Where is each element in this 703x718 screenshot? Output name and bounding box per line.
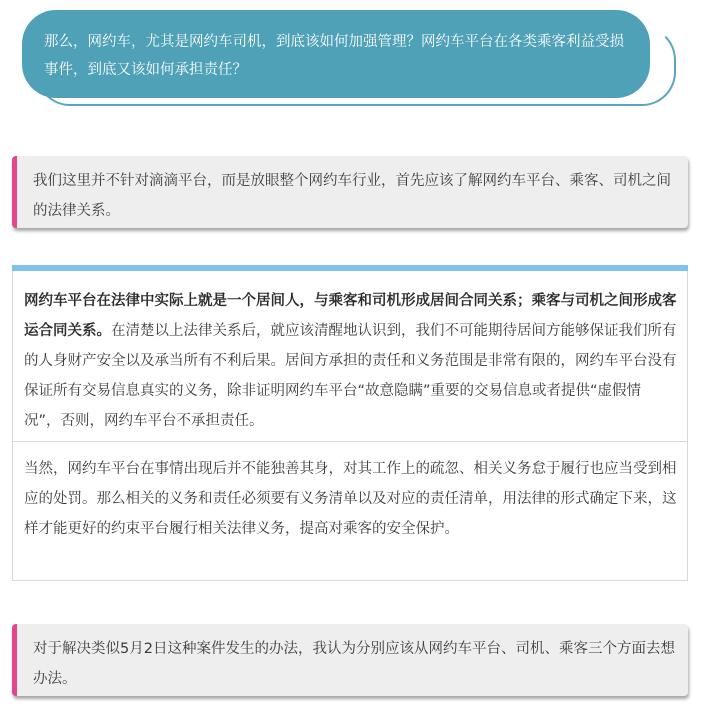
card-accent-bar (12, 265, 688, 271)
card-paragraph-1-bold: 网约车平台在法律中实际上就是一个居间人，与乘客和司机形成居间合同关系；乘客与司机之间形成客运合同关系。 (24, 293, 677, 339)
intro-callout-text: 那么，网约车，尤其是网约车司机，到底该如何加强管理？网约车平台在各类乘客利益受损事件，到底又该如何承担责任？ (44, 34, 624, 78)
intro-callout-bubble (22, 10, 650, 98)
intro-callout (22, 10, 678, 108)
quote-box-legal-relations (12, 156, 688, 228)
quote-box-text: 对于解决类似5月2日这种案件发生的办法，我认为分别应该从网约车平台、司机、乘客三个方面去想办法。 (33, 641, 675, 687)
content-card (12, 265, 688, 581)
card-paragraph-1-rest: 在清楚以上法律关系后，就应该清醒地认识到，我们不可能期待居间方能够保证我们所有的人身财产安全以及承当所有不利后果。居间方承担的责任和义务范围是非常有限的，网约车平台没有保证所有交易信息真实的义务，除非证明网约车平台“故意隐瞒”重要的交易信息或者提供“虚假情况”，否则，网约车平台不承担责任。 (24, 323, 677, 429)
card-paragraph-1 (13, 286, 687, 436)
quote-box-text: 我们这里并不针对滴滴平台，而是放眼整个网约车行业，首先应该了解网约车平台、乘客、司机之间的法律关系。 (33, 173, 671, 219)
card-paragraph-2-text: 当然，网约车平台在事情出现后并不能独善其身，对其工作上的疏忽、相关义务怠于履行也应当受到相应的处罚。那么相关的义务和责任必须要有义务清单以及对应的责任清单，用法律的形式确定下来，这样才能更好的约束平台履行相关法律义务，提高对乘客的安全保护。 (24, 461, 677, 537)
card-divider (13, 441, 687, 442)
card-paragraph-2 (13, 454, 687, 544)
quote-box-solutions (12, 624, 688, 696)
